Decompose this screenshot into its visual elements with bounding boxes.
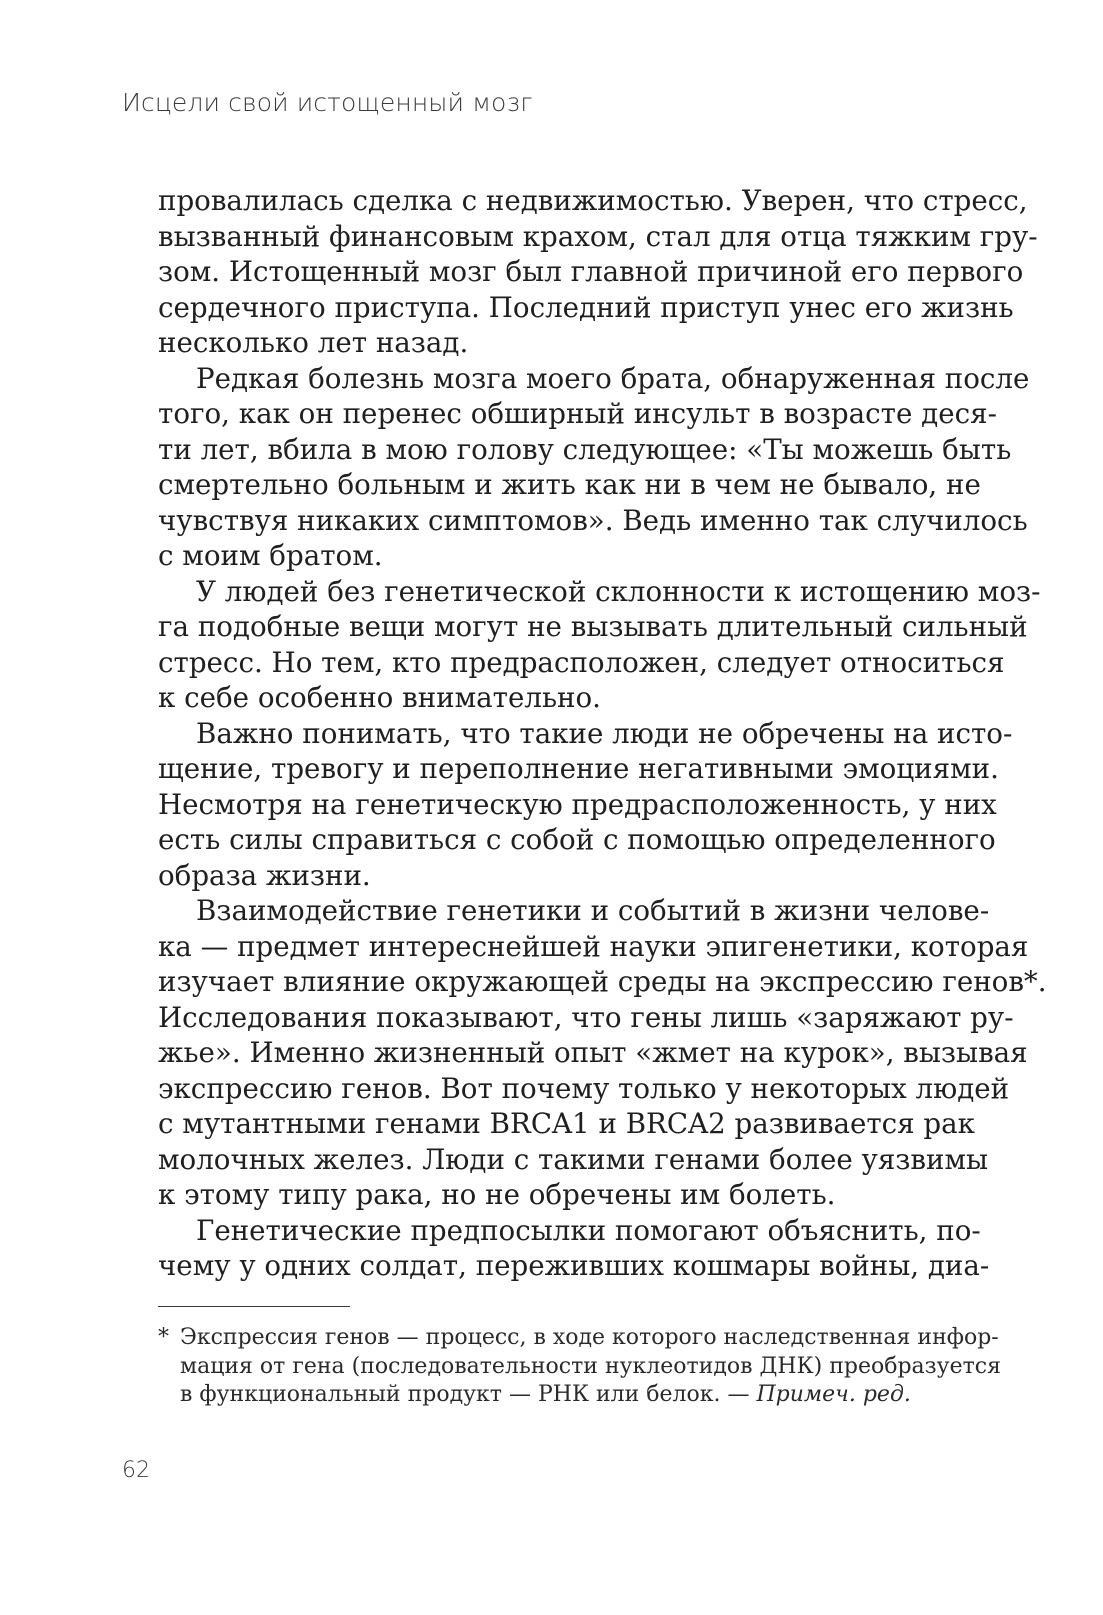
page-number: 62 (122, 1458, 150, 1483)
running-head: Исцели свой истощенный мозг (122, 88, 533, 117)
text-line: вызванный финансовым крахом, стал для отца тяжким гру- (158, 219, 1038, 253)
text-line: экспрессию генов. Вот почему только у некоторых людей (158, 1071, 1010, 1105)
text-line: ти лет, вбила в мою голову следующее: «Ты можешь быть (158, 432, 1012, 466)
editor-note: Примеч. ред. (756, 1382, 911, 1407)
footnote-line: мация от гена (последовательности нуклеотидов ДНК) преобразуется (180, 1353, 1002, 1379)
text-line: зом. Истощенный мозг был главной причиной его первого (158, 255, 1024, 288)
footnote-mark: * (158, 1325, 169, 1350)
text-line: ка — предмет интереснейшей науки эпигенетики, которая (158, 929, 1029, 963)
footnote-rule (158, 1306, 350, 1307)
text-line: изучает влияние окружающей среды на экспрессию генов*. (158, 965, 1047, 998)
text-line: с мутантными генами BRCA1 и BRCA2 развивается рак (158, 1107, 975, 1140)
footnote-line: Экспрессия генов — процесс, в ходе которого наследственная инфор- (180, 1325, 999, 1350)
text-line: смертельно больным и жить как ни в чем не бывало, не (158, 468, 981, 501)
text-line: молочных желез. Люди с такими генами более уязвимы (158, 1142, 989, 1176)
text-line: Генетические предпосылки помогают объяснить, по- (196, 1213, 981, 1247)
text-line: га подобные вещи могут не вызывать длительный сильный (158, 610, 1028, 643)
text-line: Редкая болезнь мозга моего брата, обнаруженная после (196, 361, 1030, 395)
text-line: образа жизни. (158, 858, 371, 892)
text-line: Исследования показывают, что гены лишь «заряжают ру- (158, 1000, 1014, 1034)
text-line: к себе особенно внимательно. (158, 681, 601, 714)
text-line: к этому типу рака, но не обречены им болеть. (158, 1178, 836, 1211)
text-line: жье». Именно жизненный опыт «жмет на курок», вызывая (158, 1036, 1028, 1069)
footnote-line-text: в функциональный продукт — РНК или белок. — (180, 1382, 757, 1407)
text-line: провалилась сделка с недвижимостью. Уверен, что стресс, (158, 184, 1028, 217)
text-line: того, как он перенес обширный инсульт в возрасте деся- (158, 397, 997, 430)
footnote (158, 1324, 1002, 1410)
text-line: чувствуя никаких симптомов». Ведь именно так случилось (158, 503, 1028, 537)
text-line: с моим братом. (158, 539, 383, 572)
text-line: Несмотря на генетическую предрасположенность, у них (158, 787, 997, 821)
text-line: Важно понимать, что такие люди не обречены на исто- (196, 716, 1013, 750)
text-line: есть силы справиться с собой с помощью определенного (158, 823, 996, 856)
body-text (158, 183, 1047, 1284)
text-line: стресс. Но тем, кто предрасположен, следует относиться (158, 645, 1005, 679)
text-line: чему у одних солдат, переживших кошмары войны, диа- (158, 1249, 990, 1282)
text-line: щение, тревогу и переполнение негативными эмоциями. (158, 752, 999, 785)
text-line: Взаимодействие генетики и событий в жизни челове- (196, 894, 990, 927)
text-line: сердечного приступа. Последний приступ унес его жизнь (158, 290, 1014, 324)
text-line: несколько лет назад. (158, 326, 469, 359)
footnote-line (158, 1381, 948, 1410)
text-line: У людей без генетической склонности к истощению моз- (196, 574, 1041, 608)
